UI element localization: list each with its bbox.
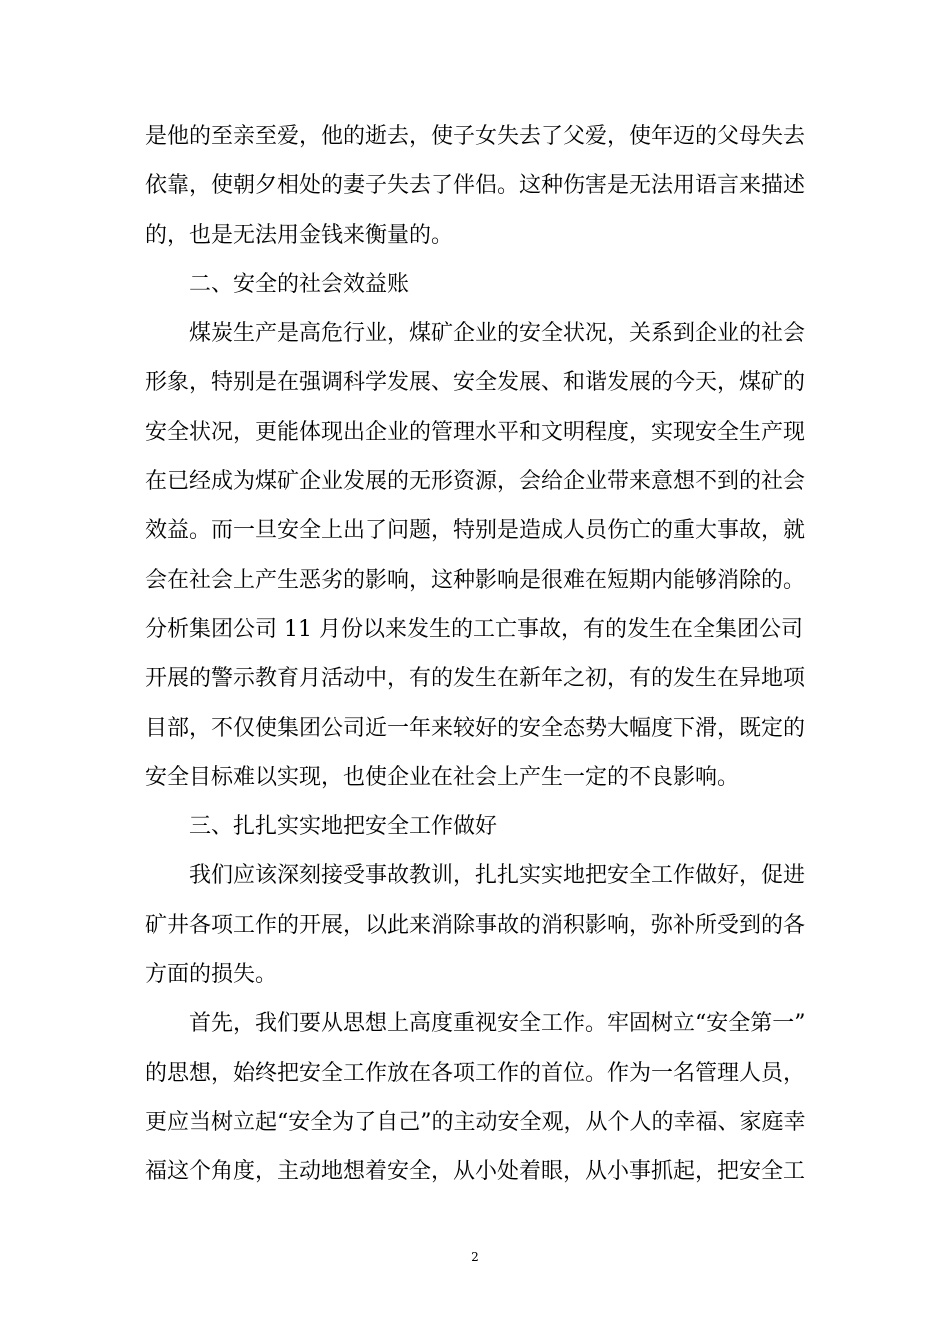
section-heading-social-benefit: 二、安全的社会效益账 xyxy=(189,271,410,297)
paragraph-social-benefit: 煤炭生产是高危行业，煤矿企业的安全状况，关系到企业的社会 形象，特别是在强调科学发展、安全发展、和谐发展的今天，煤矿的 安全状况，更能体现出企业的管理水平和文明程度，实现安全生产现 在已经成为煤矿企业发展的无形资源，会给企业带来意想不到的社会 效益。而一旦安全上出了问题，特别是造成人员伤亡的重大事故，就 会在社会上产生恶劣的影响，这种影响是很难在短期内能够消除的。 分析集团公司 11 月份以来发生的工亡事故，有的发生在全集团公司 开展的警示教育月活动中，有的发生在新年之初，有的发生在异地项 目部，不仅使集团公司近一年来较好的安全态势大幅度下滑，既定的 安全目标难以实现，也使企业在社会上产生一定的不良影响。 xyxy=(145,321,806,790)
section-heading-safety-work: 三、扎扎实实地把安全工作做好 xyxy=(189,814,498,840)
document-body xyxy=(145,112,810,1197)
page-number: 2 xyxy=(471,1250,479,1264)
paragraph-first-measure: 首先，我们要从思想上高度重视安全工作。牢固树立“安全第一” 的思想，始终把安全工作放在各项工作的首位。作为一名管理人员， 更应当树立起“安全为了自己”的主动安全观，从个人的幸福、家庭幸 福这个角度，主动地想着安全，从小处着眼，从小事抓起，把安全工 xyxy=(145,1011,806,1185)
paragraph-continuation: 是他的至亲至爱，他的逝去，使子女失去了父爱，使年迈的父母失去 依靠，使朝夕相处的妻子失去了伴侣。这种伤害是无法用语言来描述 的，也是无法用金钱来衡量的。 xyxy=(145,124,806,248)
paragraph-lessons: 我们应该深刻接受事故教训，扎扎实实地把安全工作做好，促进 矿井各项工作的开展，以此来消除事故的消积影响，弥补所受到的各 方面的损失。 xyxy=(145,863,806,988)
